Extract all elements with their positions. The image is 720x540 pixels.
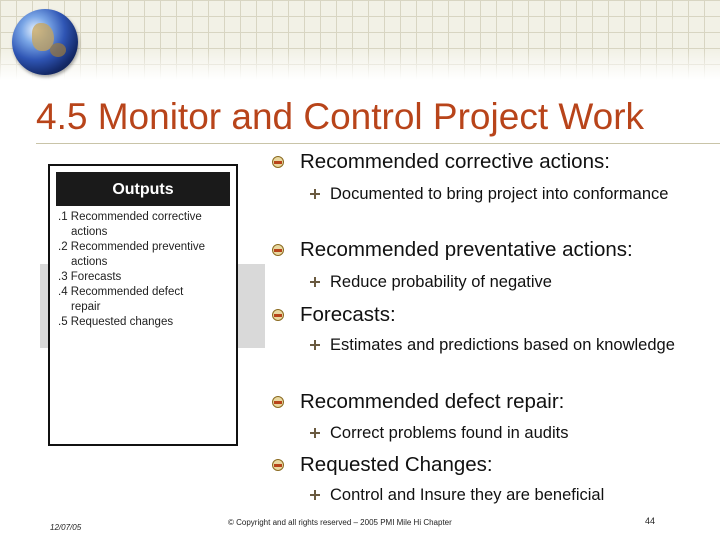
sub-bullet-text: Control and Insure they are beneficial (330, 486, 605, 504)
bullet-label: Recommended corrective actions: (300, 150, 610, 173)
bullet-label: Forecasts: (300, 303, 396, 326)
outputs-line: .3 Forecasts (58, 271, 122, 283)
disc-bullet-icon (272, 309, 284, 321)
cross-bullet-icon (310, 277, 320, 287)
sub-bullet-text: Correct problems found in audits (330, 424, 569, 442)
globe-icon (12, 9, 78, 75)
outputs-line: .1 Recommended corrective (58, 211, 202, 223)
title-divider (36, 143, 720, 144)
footer-date: 12/07/05 (50, 523, 82, 532)
outputs-list (58, 210, 236, 330)
bullet-label: Requested Changes: (300, 453, 493, 476)
grid-header-band (0, 0, 720, 80)
outputs-line: .4 Recommended defect (58, 286, 184, 298)
page-number: 44 (645, 516, 656, 526)
cross-bullet-icon (310, 490, 320, 500)
disc-bullet-icon (272, 396, 284, 408)
outputs-line: repair (71, 301, 101, 313)
disc-bullet-icon (272, 244, 284, 256)
sub-bullet-text: Estimates and predictions based on knowledge (330, 336, 675, 354)
cross-bullet-icon (310, 340, 320, 350)
disc-bullet-icon (272, 459, 284, 471)
disc-bullet-icon (272, 156, 284, 168)
cross-bullet-icon (310, 428, 320, 438)
slide-title: 4.5 Monitor and Control Project Work (36, 96, 645, 137)
bullet-label: Recommended preventative actions: (300, 238, 633, 261)
outputs-line: actions (71, 256, 108, 268)
sub-bullet-text: Reduce probability of negative (330, 273, 552, 291)
outputs-line: actions (71, 226, 108, 238)
footer-copyright: © Copyright and all rights reserved – 2005 PMI Mile Hi Chapter (228, 518, 452, 527)
sub-bullet-text: Documented to bring project into conformance (330, 185, 669, 203)
outputs-card (48, 164, 238, 446)
outputs-card-header: Outputs (56, 172, 230, 206)
bullet-label: Recommended defect repair: (300, 390, 565, 413)
cross-bullet-icon (310, 189, 320, 199)
outputs-line: .2 Recommended preventive (58, 241, 206, 253)
outputs-line: .5 Requested changes (58, 316, 174, 328)
